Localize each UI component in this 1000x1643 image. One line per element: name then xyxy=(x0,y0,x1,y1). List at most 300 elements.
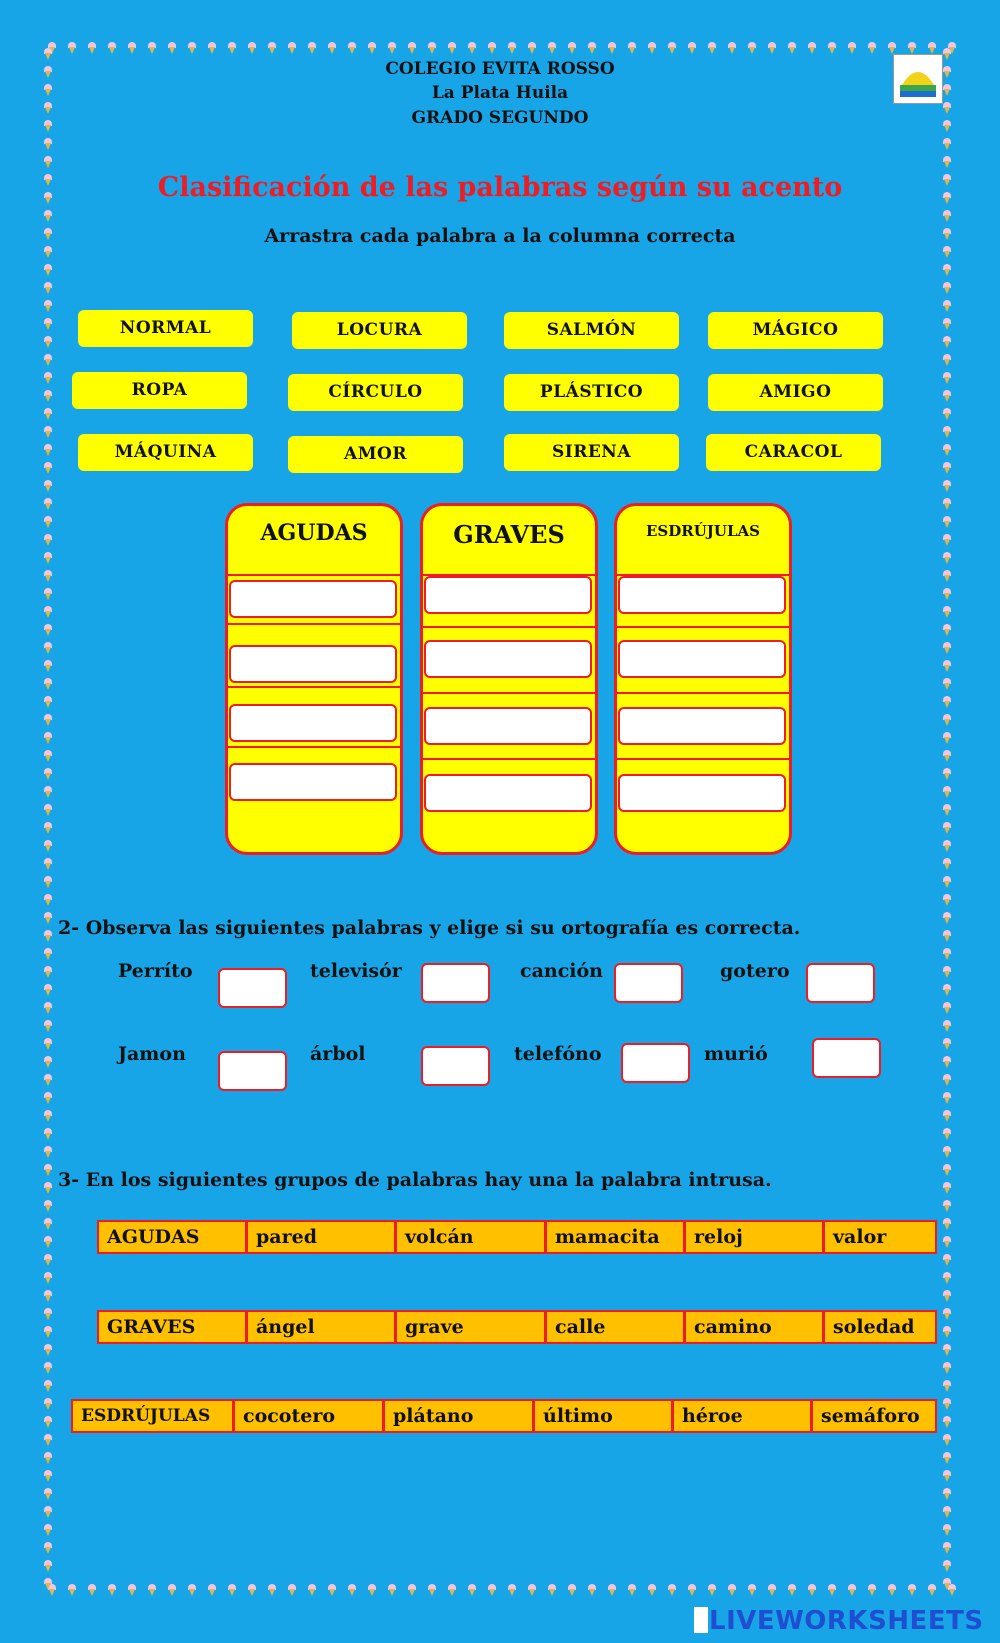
cone-icon xyxy=(828,1584,836,1596)
left-border xyxy=(40,42,56,1600)
cone-icon xyxy=(608,1584,616,1596)
column-divider xyxy=(228,623,400,625)
q3-row-graves xyxy=(97,1310,937,1344)
cone-icon xyxy=(368,42,376,54)
q2-word: murió xyxy=(704,1043,768,1065)
cone-icon xyxy=(943,1416,951,1428)
cone-icon xyxy=(44,1074,52,1086)
cone-icon xyxy=(44,606,52,618)
cone-icon xyxy=(728,1584,736,1596)
cone-icon xyxy=(44,1506,52,1518)
question-2-prompt: 2- Observa las siguientes palabras y elige si su ortografía es correcta. xyxy=(58,917,801,939)
cone-icon xyxy=(44,426,52,438)
cone-icon xyxy=(943,1038,951,1050)
cone-icon xyxy=(44,444,52,456)
cone-icon xyxy=(68,42,76,54)
cone-icon xyxy=(788,1584,796,1596)
cone-icon xyxy=(44,1434,52,1446)
cone-icon xyxy=(368,1584,376,1596)
cone-icon xyxy=(44,282,52,294)
cone-icon xyxy=(44,1002,52,1014)
cone-icon xyxy=(44,1344,52,1356)
cone-icon xyxy=(148,1584,156,1596)
q3-word-cell[interactable]: reloj xyxy=(686,1222,825,1252)
cone-icon xyxy=(44,1092,52,1104)
liveworksheets-brand: LIVEWORKSHEETS xyxy=(709,1606,984,1636)
cone-icon xyxy=(943,1020,951,1032)
cone-icon xyxy=(568,42,576,54)
drop-slot[interactable] xyxy=(424,576,592,614)
cone-icon xyxy=(488,1584,496,1596)
page-title: Clasificación de las palabras según su acento xyxy=(157,172,843,203)
cone-icon xyxy=(943,1254,951,1266)
cone-icon xyxy=(943,1056,951,1068)
cone-icon xyxy=(44,246,52,258)
cone-icon xyxy=(943,1542,951,1554)
cone-icon xyxy=(943,660,951,672)
q2-word: Perríto xyxy=(118,960,193,982)
cone-icon xyxy=(44,1290,52,1302)
cone-icon xyxy=(44,804,52,816)
column-esdrujulas xyxy=(614,503,792,855)
cone-icon xyxy=(943,318,951,330)
cone-icon xyxy=(44,300,52,312)
cone-icon xyxy=(44,372,52,384)
cone-icon xyxy=(44,858,52,870)
cone-icon xyxy=(108,1584,116,1596)
cone-icon xyxy=(648,1584,656,1596)
cone-icon xyxy=(44,948,52,960)
cone-icon xyxy=(44,930,52,942)
q2-answer-box[interactable] xyxy=(421,963,490,1003)
cone-icon xyxy=(943,858,951,870)
cone-icon xyxy=(943,1452,951,1464)
drop-slot[interactable] xyxy=(618,707,786,745)
q2-answer-box[interactable] xyxy=(614,963,683,1003)
cone-icon xyxy=(943,246,951,258)
cone-icon xyxy=(108,42,116,54)
cone-icon xyxy=(308,42,316,54)
cone-icon xyxy=(448,1584,456,1596)
cone-icon xyxy=(748,42,756,54)
cone-icon xyxy=(788,42,796,54)
cone-icon xyxy=(208,42,216,54)
cone-icon xyxy=(943,1326,951,1338)
drop-slot[interactable] xyxy=(618,640,786,678)
q2-answer-box[interactable] xyxy=(218,1051,287,1091)
cone-icon xyxy=(44,732,52,744)
q3-word-cell[interactable]: soledad xyxy=(833,1316,915,1338)
cone-icon xyxy=(768,42,776,54)
q3-word-cell[interactable]: plátano xyxy=(385,1401,535,1431)
cone-icon xyxy=(943,1128,951,1140)
cone-icon xyxy=(943,552,951,564)
q3-word-cell[interactable]: pared xyxy=(248,1222,397,1252)
cone-icon xyxy=(708,1584,716,1596)
q2-answer-box[interactable] xyxy=(218,968,287,1008)
cone-icon xyxy=(943,156,951,168)
cone-icon xyxy=(44,1578,52,1590)
cone-icon xyxy=(528,1584,536,1596)
cone-icon xyxy=(44,1020,52,1032)
word-chip-amigo[interactable]: AMIGO xyxy=(708,374,883,411)
cone-icon xyxy=(943,1308,951,1320)
cone-icon xyxy=(44,1182,52,1194)
cone-icon xyxy=(388,1584,396,1596)
cone-icon xyxy=(943,714,951,726)
cone-icon xyxy=(268,42,276,54)
cone-icon xyxy=(943,372,951,384)
cone-icon xyxy=(943,732,951,744)
q2-word: Jamon xyxy=(118,1043,186,1065)
cone-icon xyxy=(44,660,52,672)
column-divider xyxy=(228,574,400,576)
cone-icon xyxy=(44,1362,52,1374)
q3-word-cell[interactable]: último xyxy=(535,1401,674,1431)
cone-icon xyxy=(943,1236,951,1248)
cone-icon xyxy=(943,498,951,510)
q3-word-cell[interactable]: valor xyxy=(833,1226,887,1248)
cone-icon xyxy=(44,696,52,708)
cone-icon xyxy=(943,426,951,438)
cone-icon xyxy=(943,210,951,222)
cone-icon xyxy=(943,786,951,798)
cone-icon xyxy=(943,1182,951,1194)
school-logo xyxy=(893,54,943,104)
cone-icon xyxy=(928,1584,936,1596)
cone-icon xyxy=(943,408,951,420)
cone-icon xyxy=(44,480,52,492)
cone-icon xyxy=(268,1584,276,1596)
cone-icon xyxy=(44,210,52,222)
cone-icon xyxy=(768,1584,776,1596)
q3-row-esdrujulas xyxy=(71,1399,937,1433)
cone-icon xyxy=(44,714,52,726)
cone-icon xyxy=(688,1584,696,1596)
cone-icon xyxy=(44,390,52,402)
cone-icon xyxy=(44,138,52,150)
cone-icon xyxy=(44,678,52,690)
column-divider xyxy=(617,626,789,628)
cone-icon xyxy=(808,1584,816,1596)
cone-icon xyxy=(44,1416,52,1428)
q3-word-cell[interactable]: cocotero xyxy=(235,1401,385,1431)
word-chip-sirena[interactable]: SIRENA xyxy=(504,434,679,471)
word-chip-amor[interactable]: AMOR xyxy=(288,436,463,473)
cone-icon xyxy=(943,1200,951,1212)
drop-slot[interactable] xyxy=(618,576,786,614)
cone-icon xyxy=(148,42,156,54)
cone-icon xyxy=(328,42,336,54)
cone-icon xyxy=(44,1488,52,1500)
word-chip-salmon[interactable]: SALMÓN xyxy=(504,312,679,349)
cone-icon xyxy=(888,42,896,54)
cone-icon xyxy=(943,354,951,366)
cone-icon xyxy=(628,1584,636,1596)
cone-icon xyxy=(488,42,496,54)
cone-icon xyxy=(44,462,52,474)
cone-icon xyxy=(943,912,951,924)
cone-icon xyxy=(428,42,436,54)
cone-icon xyxy=(943,264,951,276)
cone-icon xyxy=(943,1110,951,1122)
cone-icon xyxy=(943,678,951,690)
q3-word-cell[interactable]: ángel xyxy=(248,1312,397,1342)
cone-icon xyxy=(943,1146,951,1158)
cone-icon xyxy=(708,42,716,54)
cone-icon xyxy=(188,1584,196,1596)
cone-icon xyxy=(228,1584,236,1596)
cone-icon xyxy=(44,1164,52,1176)
cone-icon xyxy=(943,804,951,816)
cone-icon xyxy=(888,1584,896,1596)
q2-answer-box[interactable] xyxy=(812,1038,881,1078)
cone-icon xyxy=(943,1272,951,1284)
cone-icon xyxy=(808,42,816,54)
q3-row-label: GRAVES xyxy=(99,1312,248,1342)
cone-icon xyxy=(44,1452,52,1464)
word-chip-normal[interactable]: NORMAL xyxy=(78,310,253,347)
cone-icon xyxy=(44,1056,52,1068)
cone-icon xyxy=(388,42,396,54)
drop-slot[interactable] xyxy=(229,580,397,618)
column-agudas xyxy=(225,503,403,855)
drop-slot[interactable] xyxy=(618,774,786,812)
column-divider xyxy=(617,758,789,760)
cone-icon xyxy=(44,822,52,834)
cone-icon xyxy=(168,42,176,54)
cone-icon xyxy=(568,1584,576,1596)
cone-icon xyxy=(44,1380,52,1392)
cone-icon xyxy=(44,1236,52,1248)
cone-icon xyxy=(328,1584,336,1596)
cone-icon xyxy=(943,1434,951,1446)
cone-icon xyxy=(943,1398,951,1410)
cone-icon xyxy=(868,42,876,54)
right-border xyxy=(939,42,955,1600)
cone-icon xyxy=(44,588,52,600)
cone-icon xyxy=(668,1584,676,1596)
cone-icon xyxy=(548,42,556,54)
q2-answer-box[interactable] xyxy=(421,1046,490,1086)
cone-icon xyxy=(608,42,616,54)
cone-icon xyxy=(44,336,52,348)
word-chip-plastico[interactable]: PLÁSTICO xyxy=(504,374,679,411)
cone-icon xyxy=(168,1584,176,1596)
cone-icon xyxy=(288,42,296,54)
cone-icon xyxy=(908,42,916,54)
cone-icon xyxy=(44,1146,52,1158)
cone-icon xyxy=(44,1038,52,1050)
cone-icon xyxy=(44,1254,52,1266)
cone-icon xyxy=(828,42,836,54)
school-name: COLEGIO EVITA ROSSO xyxy=(385,59,615,79)
drop-slot[interactable] xyxy=(229,645,397,683)
word-chip-circulo[interactable]: CÍRCULO xyxy=(288,374,463,411)
cone-icon xyxy=(943,138,951,150)
cone-icon xyxy=(943,822,951,834)
q2-word: árbol xyxy=(310,1043,366,1065)
cone-icon xyxy=(44,984,52,996)
cone-icon xyxy=(44,318,52,330)
cone-icon xyxy=(943,336,951,348)
cone-icon xyxy=(44,1272,52,1284)
cone-icon xyxy=(943,966,951,978)
cone-icon xyxy=(943,390,951,402)
cone-icon xyxy=(943,588,951,600)
cone-icon xyxy=(348,1584,356,1596)
cone-icon xyxy=(943,1164,951,1176)
cone-icon xyxy=(943,696,951,708)
cone-icon xyxy=(188,42,196,54)
cone-icon xyxy=(44,1398,52,1410)
cone-icon xyxy=(943,768,951,780)
cone-icon xyxy=(943,1488,951,1500)
cone-icon xyxy=(88,1584,96,1596)
cone-icon xyxy=(943,750,951,762)
grade-name: GRADO SEGUNDO xyxy=(411,108,589,128)
column-title-graves: GRAVES xyxy=(453,520,565,549)
q3-word-cell[interactable]: camino xyxy=(686,1312,825,1342)
cone-icon xyxy=(943,570,951,582)
cone-icon xyxy=(248,1584,256,1596)
q2-answer-box[interactable] xyxy=(621,1043,690,1083)
cone-icon xyxy=(943,606,951,618)
drop-slot[interactable] xyxy=(424,774,592,812)
cone-icon xyxy=(943,1074,951,1086)
cone-icon xyxy=(44,912,52,924)
question-3-prompt: 3- En los siguientes grupos de palabras hay una la palabra intrusa. xyxy=(58,1169,772,1191)
q3-word-cell[interactable]: semáforo xyxy=(821,1405,920,1427)
cone-icon xyxy=(528,42,536,54)
cone-icon xyxy=(44,1326,52,1338)
cone-icon xyxy=(44,1128,52,1140)
cone-icon xyxy=(68,1584,76,1596)
cone-icon xyxy=(468,42,476,54)
cone-icon xyxy=(288,1584,296,1596)
cone-icon xyxy=(943,624,951,636)
cone-icon xyxy=(908,1584,916,1596)
cone-icon xyxy=(943,1362,951,1374)
cone-icon xyxy=(248,42,256,54)
cone-icon xyxy=(44,1308,52,1320)
cone-icon xyxy=(648,42,656,54)
q3-word-cell[interactable]: calle xyxy=(547,1312,686,1342)
cone-icon xyxy=(44,1560,52,1572)
cone-icon xyxy=(943,894,951,906)
cone-icon xyxy=(943,1578,951,1590)
bottom-border xyxy=(42,1582,958,1598)
cone-icon xyxy=(44,534,52,546)
column-title-esdrujulas: ESDRÚJULAS xyxy=(645,522,761,540)
cone-icon xyxy=(208,1584,216,1596)
cone-icon xyxy=(408,42,416,54)
cone-icon xyxy=(44,156,52,168)
cone-icon xyxy=(943,984,951,996)
q2-answer-box[interactable] xyxy=(806,963,875,1003)
cone-icon xyxy=(848,1584,856,1596)
cone-icon xyxy=(44,264,52,276)
liveworksheets-logo-icon xyxy=(694,1607,708,1633)
cone-icon xyxy=(943,1290,951,1302)
cone-icon xyxy=(44,876,52,888)
cone-icon xyxy=(348,42,356,54)
column-divider xyxy=(228,686,400,688)
cone-icon xyxy=(44,1218,52,1230)
cone-icon xyxy=(848,42,856,54)
cone-icon xyxy=(943,642,951,654)
column-divider xyxy=(423,758,595,760)
cone-icon xyxy=(88,42,96,54)
cone-icon xyxy=(943,480,951,492)
q3-row-label: ESDRÚJULAS xyxy=(73,1401,235,1431)
cone-icon xyxy=(448,42,456,54)
cone-icon xyxy=(44,1470,52,1482)
cone-icon xyxy=(44,1542,52,1554)
cone-icon xyxy=(44,642,52,654)
cone-icon xyxy=(928,42,936,54)
cone-icon xyxy=(943,1470,951,1482)
cone-icon xyxy=(548,1584,556,1596)
cone-icon xyxy=(44,516,52,528)
drop-slot[interactable] xyxy=(424,640,592,678)
cone-icon xyxy=(943,1218,951,1230)
cone-icon xyxy=(128,42,136,54)
top-border xyxy=(42,40,958,56)
word-chip-ropa[interactable]: ROPA xyxy=(72,372,247,409)
drop-slot[interactable] xyxy=(229,763,397,801)
cone-icon xyxy=(428,1584,436,1596)
q3-word-cell[interactable]: mamacita xyxy=(547,1222,686,1252)
cone-icon xyxy=(44,1524,52,1536)
cone-icon xyxy=(44,894,52,906)
cone-icon xyxy=(44,408,52,420)
city-name: La Plata Huila xyxy=(431,83,569,103)
word-chip-maquina[interactable]: MÁQUINA xyxy=(78,434,253,471)
cone-icon xyxy=(688,42,696,54)
column-divider xyxy=(423,692,595,694)
column-title-agudas: AGUDAS xyxy=(260,520,368,546)
cone-icon xyxy=(943,1560,951,1572)
cone-icon xyxy=(44,552,52,564)
q3-row-agudas xyxy=(97,1220,937,1254)
cone-icon xyxy=(44,750,52,762)
q2-word: telefóno xyxy=(514,1043,602,1065)
cone-icon xyxy=(943,1506,951,1518)
drop-slot[interactable] xyxy=(229,704,397,742)
column-divider xyxy=(617,692,789,694)
drop-slot[interactable] xyxy=(424,707,592,745)
column-divider xyxy=(228,746,400,748)
word-chip-caracol[interactable]: CARACOL xyxy=(706,434,881,471)
cone-icon xyxy=(508,42,516,54)
cone-icon xyxy=(943,840,951,852)
cone-icon xyxy=(308,1584,316,1596)
q3-word-cell[interactable]: héroe xyxy=(674,1401,813,1431)
cone-icon xyxy=(943,534,951,546)
q3-row-label: AGUDAS xyxy=(99,1222,248,1252)
cone-icon xyxy=(588,1584,596,1596)
q3-word-cell[interactable]: volcán xyxy=(397,1222,547,1252)
cone-icon xyxy=(943,930,951,942)
word-chip-locura[interactable]: LOCURA xyxy=(292,312,467,349)
q3-word-cell[interactable]: grave xyxy=(397,1312,547,1342)
cone-icon xyxy=(44,570,52,582)
cone-icon xyxy=(943,282,951,294)
word-chip-magico[interactable]: MÁGICO xyxy=(708,312,883,349)
cone-icon xyxy=(943,1344,951,1356)
cone-icon xyxy=(943,876,951,888)
